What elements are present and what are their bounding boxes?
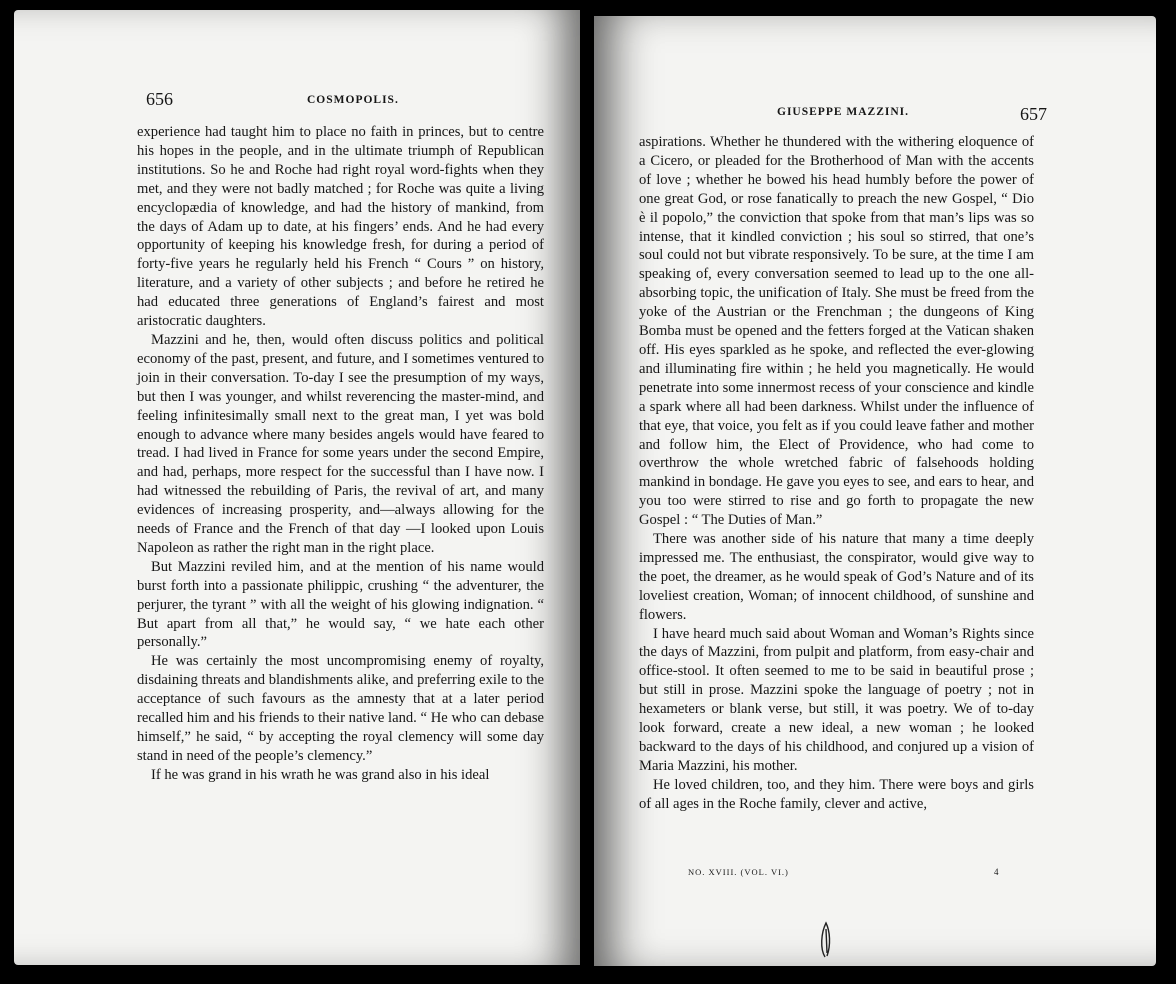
right-running-head: GIUSEPPE MAZZINI. xyxy=(777,106,910,118)
left-paragraph-5: If he was grand in his wrath he was grand also in his ideal xyxy=(151,766,490,783)
left-paragraph-3: But Mazzini reviled him, and at the mention of his name would burst forth into a passionate philippic, crushing “ the adventurer, the perjurer, the tyrant ” with all the weight of his glowing indignation. “ But apart from all that,” he would say, “ we hate each other personally.” xyxy=(137,558,544,651)
right-paragraph-3: I have heard much said about Woman and Woman’s Rights since the days of Mazzini, from pulpit and platform, from easy-chair and office-stool. It often seemed to me to be said in beautiful prose ; but still in prose. Mazzini spoke the language of poetry ; not in hexameters or blank verse, but still, it was poetry. We of to-day look forward, create a new ideal, a new woman ; he looked backward to the days of his childhood, and conjured up a vision of Maria Mazzini, his mother. xyxy=(639,625,1034,774)
right-page-number: 657 xyxy=(1020,104,1047,124)
right-page-text xyxy=(639,133,1034,814)
pencil-mark-icon xyxy=(817,919,837,959)
left-paragraph-2: Mazzini and he, then, would often discuss politics and political economy of the past, present, and future, and I sometimes ventured to join in their conversation. To-day I see the presumption of my ways, but then I was younger, and whilst reverencing the master-mind, and feeling infinitesimally small next to the great man, I yet was bold enough to advance where many besides angels would have feared to tread. I had lived in France for some years under the second Empire, and had, perhaps, more respect for the successful than I have now. I had witnessed the rebuilding of Paris, the revival of art, and many evidences of increasing prosperity, and—always allowing for the needs of France and the French of that day —I looked upon Louis Napoleon as rather the right man in the right place. xyxy=(137,331,544,556)
left-paragraph-4: He was certainly the most uncompromising enemy of royalty, disdaining threats and blandishments alike, and preferring exile to the acceptance of such favours as the amnesty that at a later period recalled him and his friends to their native land. “ He who can debase himself,” he said, “ by accepting the royal clemency will some day stand in need of the people’s clemency.” xyxy=(137,653,544,764)
right-page-header xyxy=(594,16,1156,124)
right-paragraph-2: There was another side of his nature that many a time deeply impressed me. The enthusiast, the conspirator, would give way to the poet, the dreamer, as he would speak of God’s Nature and of its loveliest creation, Woman; of innocent childhood, of sunshine and flowers. xyxy=(639,531,1034,623)
left-page-text xyxy=(137,123,544,785)
signature-mark: 4 xyxy=(994,867,999,877)
right-paragraph-1: aspirations. Whether he thundered with the withering eloquence of a Cicero, or pleaded for the Brotherhood of Man with the accents of love ; whether he bowed his head humbly before the power of one great God, or rose fanatically to preach the new Gospel, “ Dio è il popolo,” the conviction that spoke from that man’s lips was so intense, that it kindled conviction ; his soul so stirred, that one’s soul could not but vibrate responsively. To be sure, at the time I am speaking of, every conversation seemed to lead up to the one all-absorbing topic, the unification of Italy. She must be freed from the yoke of the Austrian or the Frenchman ; the dungeons of King Bomba must be opened and the fetters forged at the Vatican shaken off. His eyes sparkled as he spoke, and reflected the ever-glowing and illuminating fire within ; he held you magnetically. He would penetrate into some innermost recess of your conscience and kindle a spark where all had been darkness. Whilst under the influence of that eye, that voice, you felt as if you could leave father and mother and follow him, the Elect of Providence, who had come to overthrow the whole wretched fabric of falsehoods holding mankind in bondage. He gave you eyes to see, and ears to hear, and you too were stirred to rise and go forth to propagate the new Gospel : “ The Duties of Man.” xyxy=(639,134,1034,529)
right-paragraph-4: He loved children, too, and they him. There were boys and girls of all ages in the Roche family, clever and active, xyxy=(639,776,1034,812)
signature-line: NO. XVIII. (VOL. VI.) xyxy=(688,867,789,877)
left-paragraph-1: experience had taught him to place no faith in princes, but to centre his hopes in the people, and in the ultimate triumph of Republican institutions. So he and Roche had right royal word-fights when they met, and they were not badly matched ; for Roche was quite a living encyclopædia of knowledge, and had the history of mankind, from the days of Adam up to date, at his fingers’ ends. And he had every opportunity of keeping his knowledge fresh, for during a period of forty-five years he regularly held his French “ Cours ” on history, literature, and a variety of other subjects ; and before he retired he had educated three generations of England’s fairest and most aristocratic daughters. xyxy=(137,124,544,330)
left-running-head: COSMOPOLIS. xyxy=(307,94,399,106)
right-page xyxy=(594,16,1156,966)
left-page-header xyxy=(14,10,580,109)
left-page xyxy=(14,10,580,965)
left-page-number: 656 xyxy=(146,89,173,109)
